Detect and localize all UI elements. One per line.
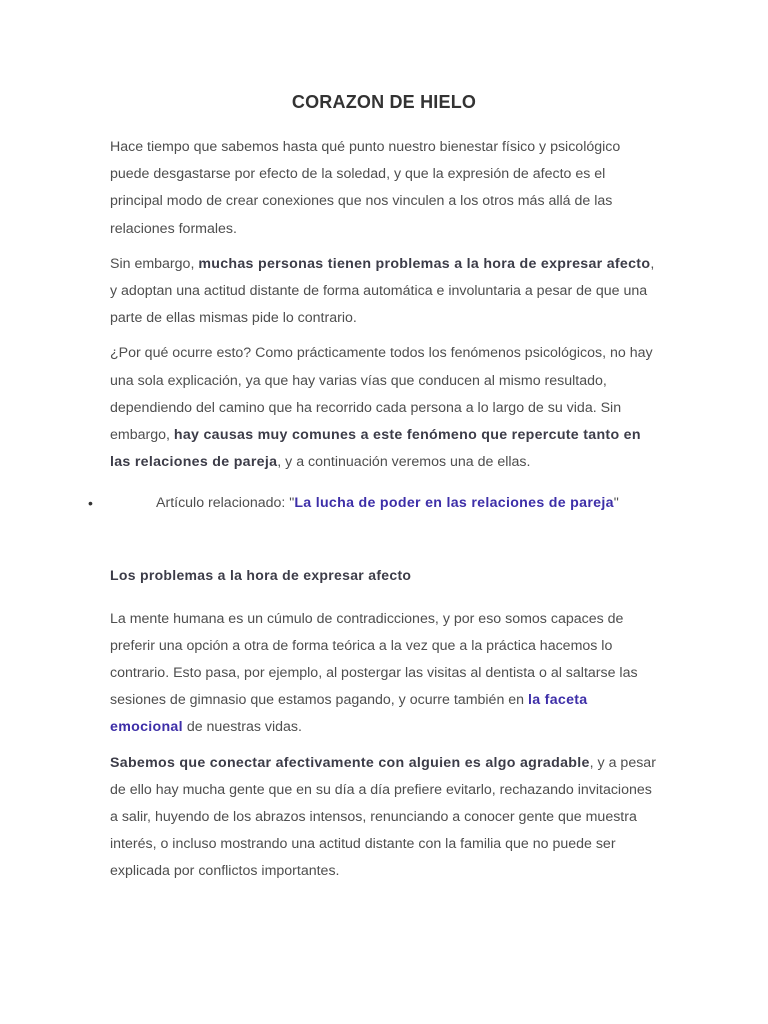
related-article-text [156,490,619,517]
paragraph-2-bold: muchas personas tienen problemas a la hora de expresar afecto [198,255,651,272]
paragraph-2 [110,251,660,333]
paragraph-4-text-end: de nuestras vidas. [182,719,302,736]
paragraph-3 [110,340,660,476]
related-article-prefix: Artículo relacionado: " [156,495,295,512]
paragraph-4 [110,606,660,742]
paragraph-2-text: Sin embargo, [110,255,199,272]
emotional-facet-link[interactable]: la faceta emocional [110,692,588,736]
page-title: CORAZON DE HIELO [291,92,477,112]
paragraph-4-text: La mente humana es un cúmulo de contradicciones, y por eso somos capaces de preferir una opción a otra de forma teórica a la vez que a la práctica hacemos lo contrario. Esto pasa, por ejemplo, al postergar las visitas al dentista o al saltarse las sesiones de gimnasio que estamos pagando, y ocurre también en [110,610,638,709]
related-article-item [88,490,660,518]
related-article-link[interactable]: La lucha de poder en las relaciones de pareja [294,495,614,512]
section-heading: Los problemas a la hora de expresar afecto [110,567,412,584]
paragraph-5-text: , y a pesar de ello hay mucha gente que en su día a día prefiere evitarlo, rechazando invitaciones a salir, huyendo de los abrazos intensos, renunciando a conocer gente que muestra interés, o incluso mostrando una actitud distante con la familia que no puede ser explicada por conflictos importantes. [110,754,656,880]
paragraph-5 [110,750,660,886]
paragraph-3-bold: hay causas muy comunes a este fenómeno que repercute tanto en las relaciones de pareja [110,427,641,471]
paragraph-3-text-end: , y a continuación veremos una de ellas. [277,454,531,471]
paragraph-5-bold: Sabemos que conectar afectivamente con alguien es algo agradable [110,754,590,771]
paragraph-intro: Hace tiempo que sabemos hasta qué punto nuestro bienestar físico y psicológico puede desgastarse por efecto de la soledad, y que la expresión de afecto es el principal modo de crear conexiones que nos vinculen a los otros más allá de las relaciones formales. [110,139,621,237]
article-body [88,134,660,894]
paragraph-2-text-end: , y adoptan una actitud distante de forma automática e involuntaria a pesar de que una parte de ellas mismas pide lo contrario. [110,255,655,327]
paragraph-3-text: ¿Por qué ocurre esto? Como prácticamente todos los fenómenos psicológicos, no hay una sola explicación, ya que hay varias vías que conducen al mismo resultado, dependiendo del camino que ha recorrido cada persona a lo largo de su vida. Sin embargo, [110,345,653,444]
bullet-icon: • [88,495,93,512]
related-article-suffix: " [613,495,619,512]
